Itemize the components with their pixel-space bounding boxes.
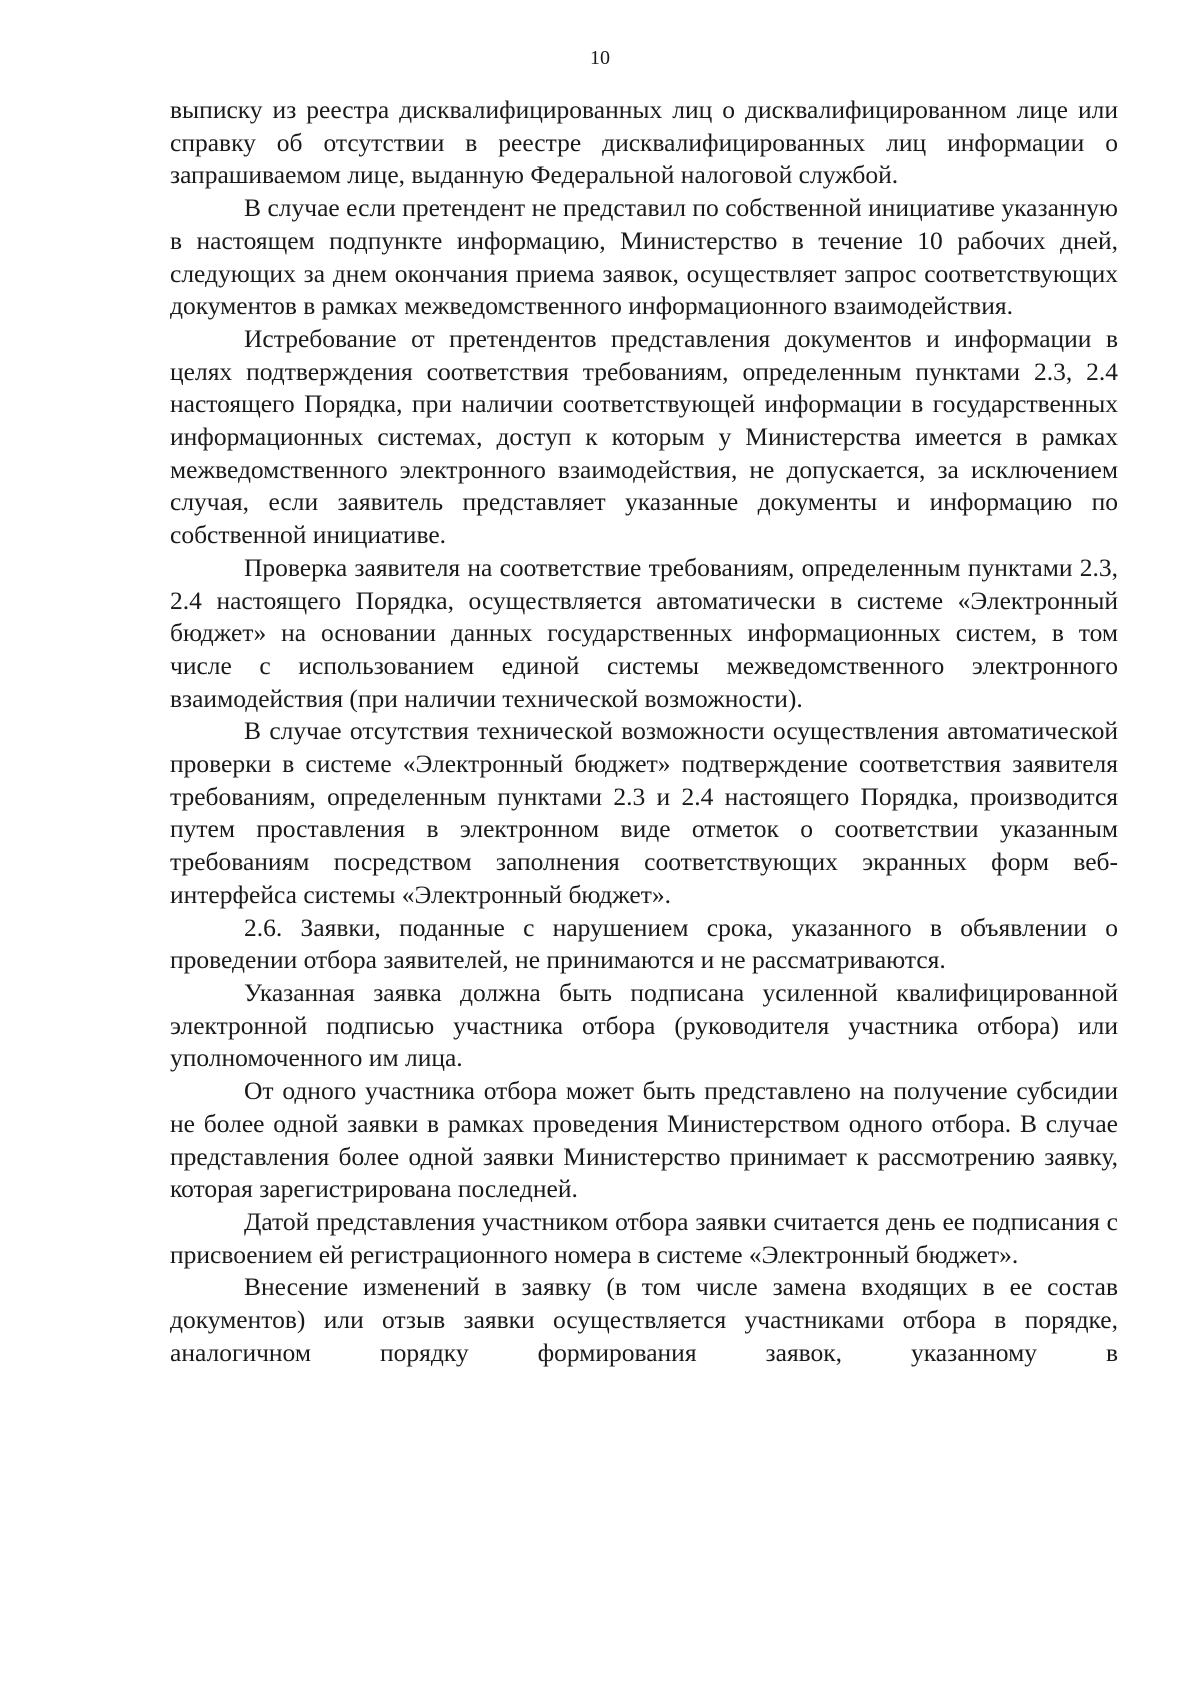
paragraph-9: Датой представления участником отбора заявки считается день ее подписания с присвоением ей регистрационного номера в системе «Электронный бюджет». xyxy=(170,1206,1118,1269)
page-number: 10 xyxy=(590,47,610,69)
paragraph-1: выписку из реестра дисквалифицированных лиц о дисквалифицированном лице или справку об отсутствии в реестре дисквалифицированных лиц информации о запрашиваемом лице, выданную Федеральной налоговой службой. xyxy=(170,95,1118,190)
paragraph-5: В случае отсутствия технической возможности осуществления автоматической проверки в системе «Электронный бюджет» подтверждение соответствия заявителя требованиям, определенным пунктами 2.3 и 2.4 настоящего Порядка, производится путем проставления в электронном виде отметок о соответствии указанным требованиям посредством заполнения соответствующих экранных форм веб-интерфейса системы «Электронный бюджет». xyxy=(170,716,1118,909)
paragraph-3: Истребование от претендентов представления документов и информации в целях подтверждения соответствия требованиям, определенным пунктами 2.3, 2.4 настоящего Порядка, при наличии соответствующей информации в государственных информационных системах, доступ к которым у Министерства имеется в рамках межведомственного электронного взаимодействия, не допускается, за исключением случая, если заявитель представляет указанные документы и информацию по собственной инициативе. xyxy=(170,323,1118,550)
document-body xyxy=(170,94,1118,1369)
paragraph-7: Указанная заявка должна быть подписана усиленной квалифицированной электронной подписью участника отбора (руководителя участника отбора) или уполномоченного им лица. xyxy=(170,977,1118,1073)
paragraph-8: От одного участника отбора может быть представлено на получение субсидии не более одной заявки в рамках проведения Министерством одного отбора. В случае представления более одной заявки Министерство принимает к рассмотрению заявку, которая зарегистрирована последней. xyxy=(170,1076,1118,1204)
paragraph-6: 2.6. Заявки, поданные с нарушением срока, указанного в объявлении о проведении отбора заявителей, не принимаются и не рассматриваются. xyxy=(170,912,1118,975)
paragraph-10: Внесение изменений в заявку (в том числе замена входящих в ее состав документов) или отзыв заявки осуществляется участниками отбора в порядке, аналогичном порядку формирования заявок, указанному в xyxy=(170,1272,1118,1367)
paragraph-4: Проверка заявителя на соответствие требованиям, определенным пунктами 2.3, 2.4 настоящего Порядка, осуществляется автоматически в системе «Электронный бюджет» на основании данных государственных информационных систем, в том числе с использованием единой системы межведомственного электронного взаимодействия (при наличии технической возможности). xyxy=(170,552,1118,713)
paragraph-2: В случае если претендент не представил по собственной инициативе указанную в настоящем подпункте информацию, Министерство в течение 10 рабочих дней, следующих за днем окончания приема заявок, осуществляет запрос соответствующих документов в рамках межведомственного информационного взаимодействия. xyxy=(170,193,1118,321)
